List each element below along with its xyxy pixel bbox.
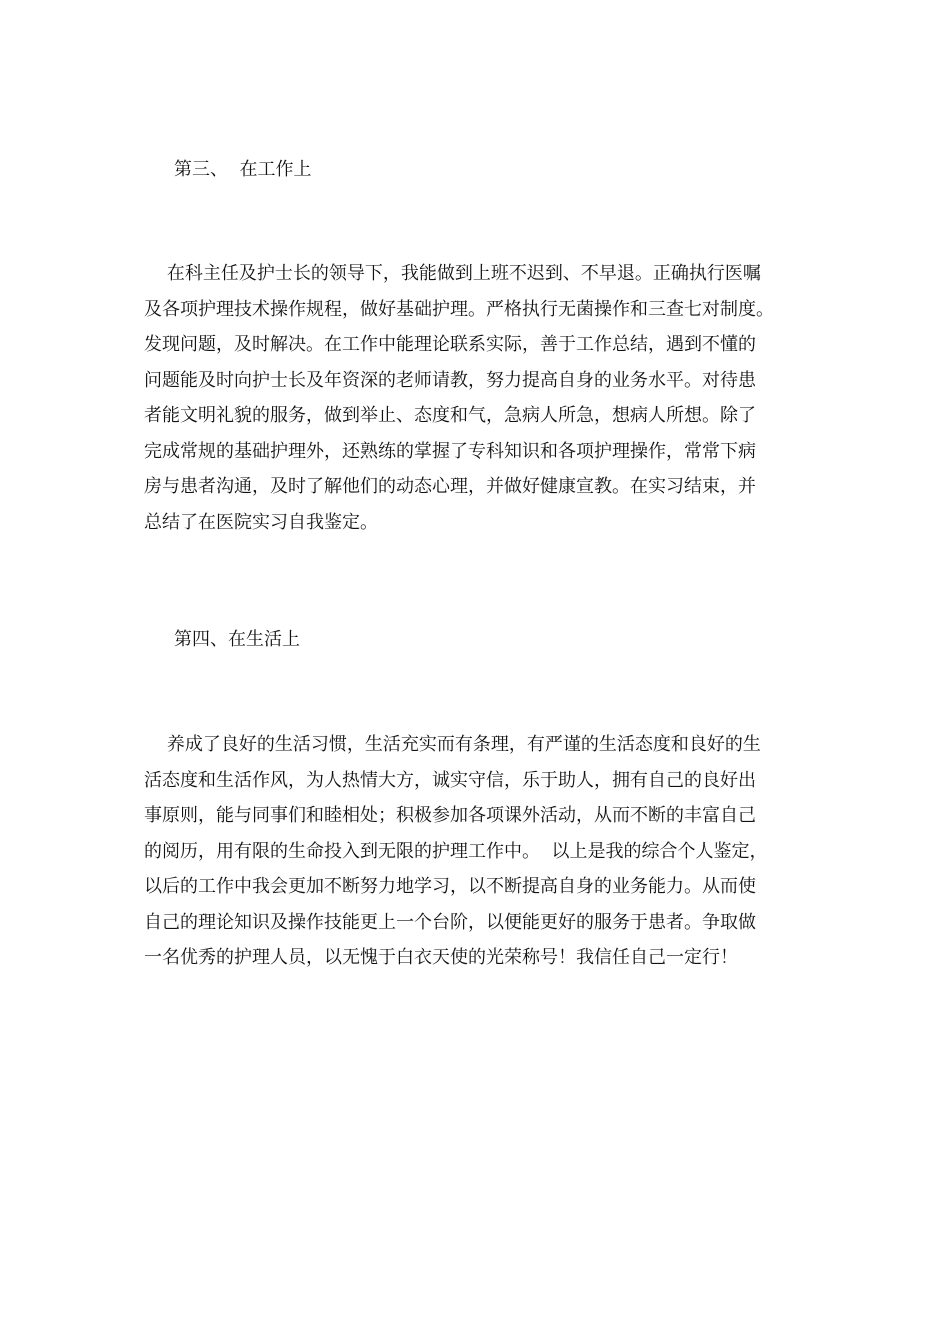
paragraph-line: 者能文明礼貌的服务，做到举止、态度和气，急病人所急，想病人所想。除了 [144, 405, 756, 426]
paragraph-line: 在科主任及护士长的领导下，我能做到上班不迟到、不早退。正确执行医嘱 [144, 263, 761, 284]
paragraph-work [144, 256, 808, 540]
paragraph-line: 问题能及时向护士长及年资深的老师请教，努力提高自身的业务水平。对待患 [144, 369, 756, 391]
paragraph-line: 完成常规的基础护理外，还熟练的掌握了专科知识和各项护理操作，常常下病 [144, 440, 756, 462]
paragraph-line: 房与患者沟通，及时了解他们的动态心理，并做好健康宣教。在实习结束，并 [144, 476, 756, 497]
paragraph-line: 发现问题，及时解决。在工作中能理论联系实际，善于工作总结，遇到不懂的 [144, 334, 756, 355]
section-heading-life: 第四、在生活上 [174, 629, 300, 650]
paragraph-life [144, 727, 808, 976]
paragraph-line: 事原则，能与同事们和睦相处；积极参加各项课外活动，从而不断的丰富自己 [144, 805, 756, 826]
paragraph-line: 活态度和生活作风，为人热情大方，诚实守信，乐于助人，拥有自己的良好出 [144, 769, 756, 791]
paragraph-line: 以后的工作中我会更加不断努力地学习，以不断提高自身的业务能力。从而使 [144, 876, 756, 897]
paragraph-line: 自己的理论知识及操作技能更上一个台阶，以便能更好的服务于患者。争取做 [144, 911, 756, 933]
paragraph-line: 一名优秀的护理人员，以无愧于白衣天使的光荣称号！我信任自己一定行！ [144, 947, 738, 968]
paragraph-line: 养成了良好的生活习惯，生活充实而有条理，有严谨的生活态度和良好的生 [144, 734, 761, 755]
paragraph-line: 总结了在医院实习自我鉴定。 [144, 511, 378, 533]
paragraph-line: 及各项护理技术操作规程，做好基础护理。严格执行无菌操作和三查七对制度。 [144, 298, 774, 320]
section-heading-work: 第三、 在工作上 [174, 159, 312, 180]
paragraph-line: 的阅历，用有限的生命投入到无限的护理工作中。 以上是我的综合个人鉴定， [144, 840, 768, 862]
